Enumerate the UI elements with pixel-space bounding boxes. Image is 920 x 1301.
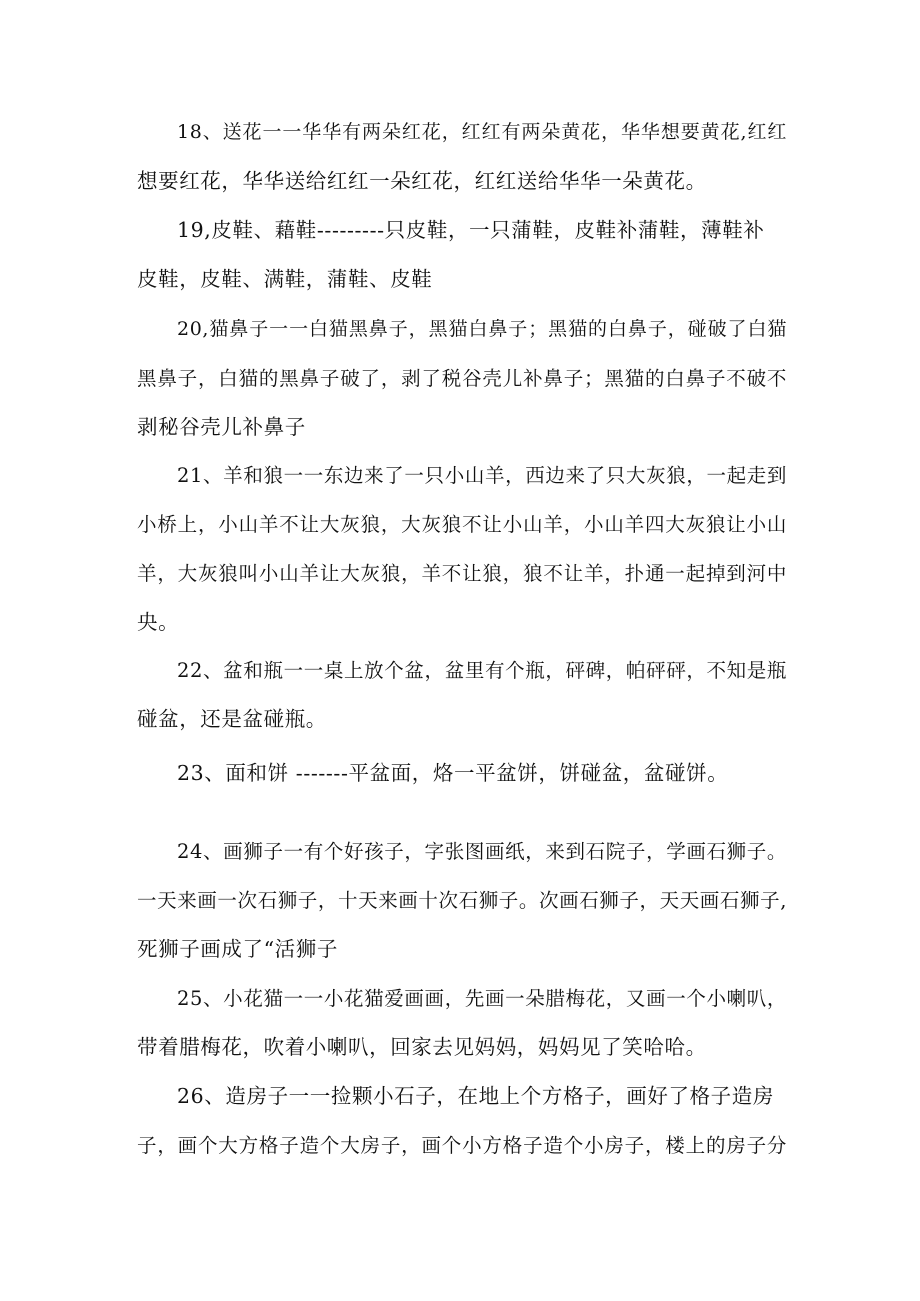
text-line: 25、小花猫一一小花猫爱画画，先画一朵腊梅花，又画一个小喇叭， [177, 987, 787, 1010]
text-line: 剥秘谷壳儿补鼻子 [137, 415, 306, 439]
text-line: 18、送花一一华华有两朵红花，红红有两朵黄花，华华想要黄花,红红 [177, 121, 787, 143]
text-line: 羊，大灰狼叫小山羊让大灰狼，羊不让狼，狼不让羊，扑通一起掉到河中 [137, 562, 787, 585]
paragraph-20 [137, 305, 787, 452]
paragraph-19 [137, 206, 787, 304]
text-line: 22、盆和瓶一一桌上放个盆，盆里有个瓶，砰碑，帕砰砰，不知是瓶 [177, 659, 787, 682]
text-line: 子，画个大方格子造个大房子，画个小方格子造个小房子，楼上的房子分 [137, 1134, 787, 1157]
text-line: 小桥上，小山羊不让大灰狼，大灰狼不让小山羊，小山羊四大灰狼让小山 [137, 513, 787, 536]
text-line: 24、画狮子一有个好孩子，字张图画纸，来到石院子，学画石狮子。 [177, 840, 787, 863]
text-line: 皮鞋，皮鞋、满鞋，蒲鞋、皮鞋 [137, 267, 433, 291]
text-line: 一天来画一次石狮子，十天来画十次石狮子。次画石狮子，天天画石狮子, [137, 889, 787, 912]
text-line: 21、羊和狼一一东边来了一只小山羊，西边来了只大灰狼，一起走到 [177, 464, 787, 487]
text-line: 19,皮鞋、藉鞋---------只皮鞋，一只蒲鞋，皮鞋补蒲鞋，薄鞋补 [177, 218, 765, 242]
paragraph-23 [137, 749, 787, 798]
text-line: 碰盆，还是盆碰瓶。 [137, 707, 327, 731]
paragraph-18 [137, 108, 787, 206]
text-line: 23、面和饼 -------平盆面，烙一平盆饼，饼碰盆，盆碰饼。 [177, 761, 729, 785]
text-line: 带着腊梅花，吹着小喇叭，回家去见妈妈，妈妈见了笑哈哈。 [137, 1035, 707, 1059]
paragraph-24 [137, 827, 787, 974]
paragraph-22 [137, 646, 787, 744]
text-line: 想要红花，华华送给红红一朵红花，红红送给华华一朵黄花。 [137, 169, 707, 193]
text-line: 黑鼻子，白猫的黑鼻子破了，剥了税谷壳儿补鼻子；黑猫的白鼻子不破不 [137, 367, 787, 390]
text-line: 央。 [137, 610, 180, 634]
text-line: 死狮子画成了“活狮子 [137, 937, 338, 961]
text-line: 26、造房子一一捡颗小石子，在地上个方格子，画好了格子造房 [177, 1084, 774, 1108]
paragraph-21 [137, 451, 787, 647]
text-line: 20,猫鼻子一一白猫黑鼻子，黑猫白鼻子；黑猫的白鼻子，碰破了白猫 [177, 318, 787, 340]
paragraph-25 [137, 974, 787, 1072]
paragraph-26 [137, 1072, 787, 1170]
